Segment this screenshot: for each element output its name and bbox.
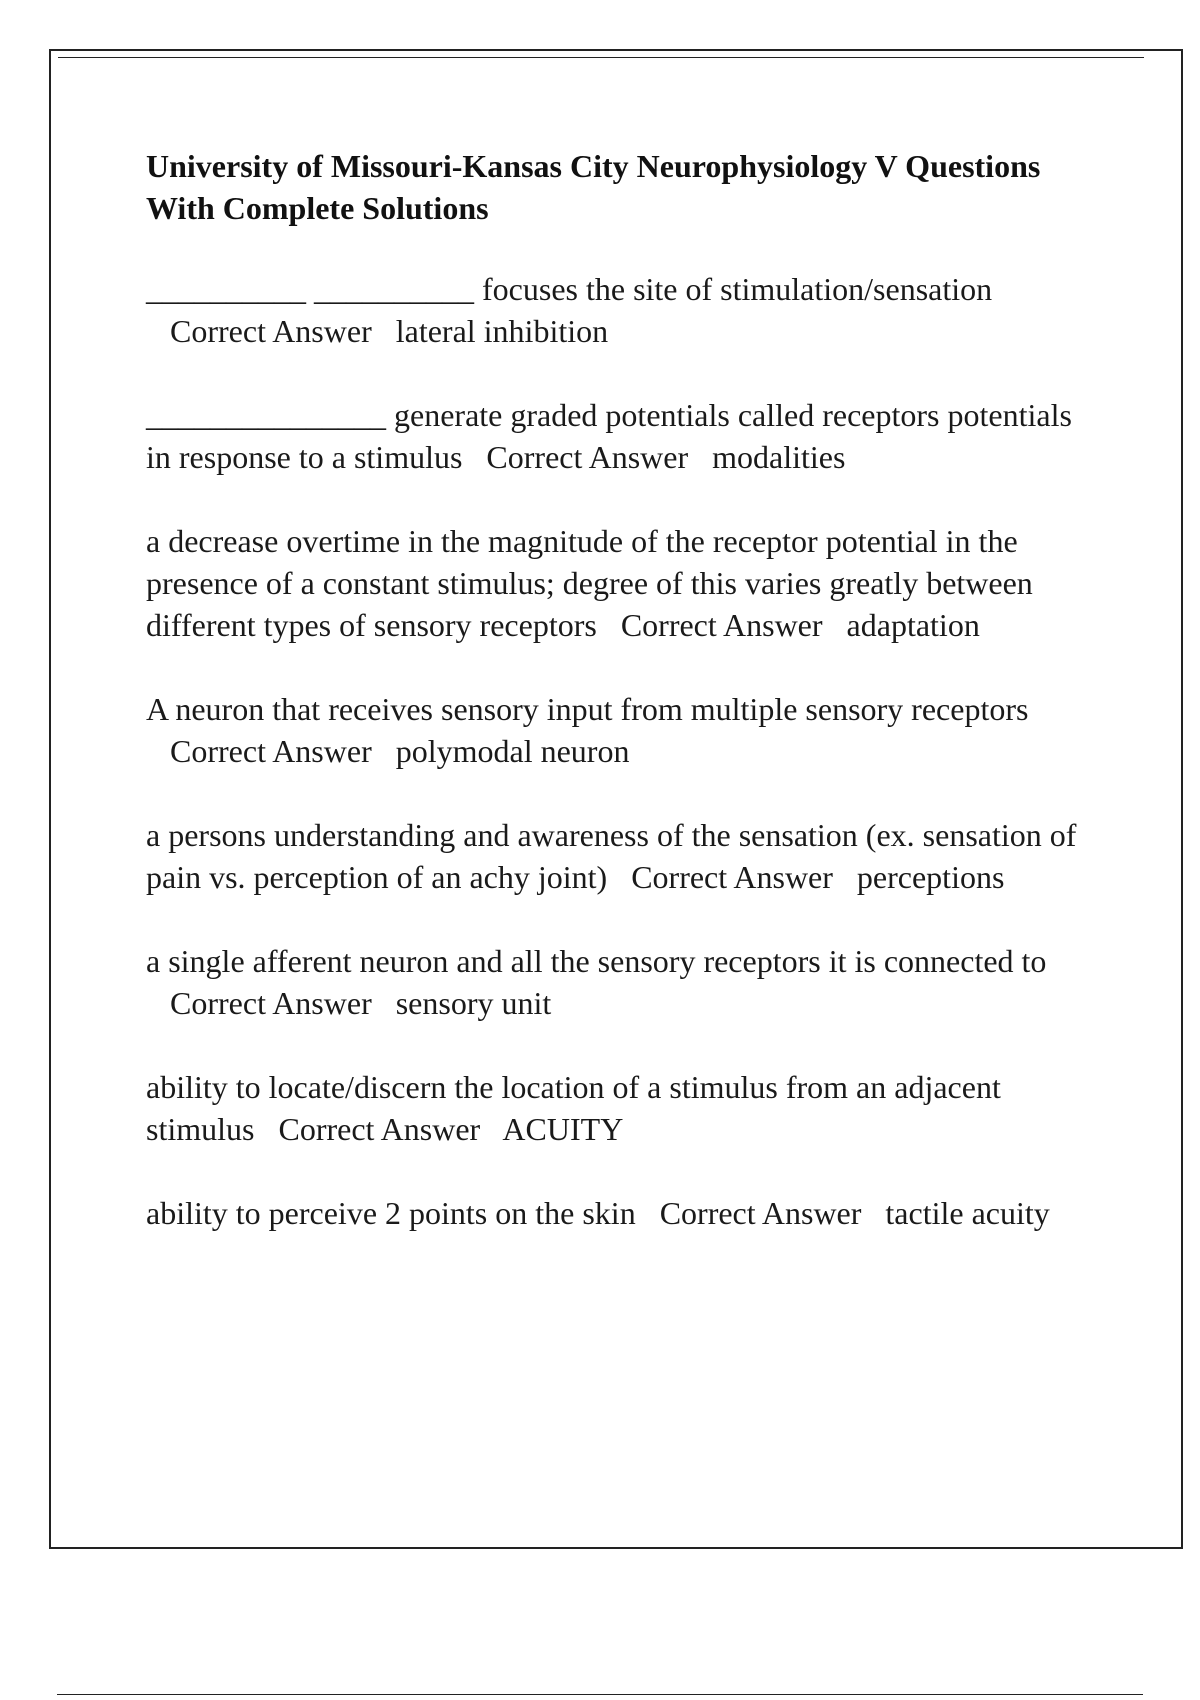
answer-text: sensory unit bbox=[395, 985, 552, 1021]
answer-text: perceptions bbox=[856, 859, 1005, 895]
answer-label: Correct Answer bbox=[278, 1111, 481, 1147]
answer-text: polymodal neuron bbox=[395, 733, 630, 769]
qa-item bbox=[146, 394, 1096, 478]
document-body bbox=[146, 145, 1096, 1276]
qa-item bbox=[146, 1192, 1096, 1234]
question-text: ability to perceive 2 points on the skin bbox=[146, 1195, 636, 1231]
answer-label: Correct Answer bbox=[170, 985, 372, 1021]
answer-text: adaptation bbox=[846, 607, 980, 643]
answer-label: Correct Answer bbox=[170, 733, 372, 769]
qa-item bbox=[146, 268, 1096, 352]
question-text: a persons understanding and awareness of the sensation (ex. sensation of pain vs. perception of an achy joint) bbox=[146, 817, 1085, 895]
bottom-rule bbox=[57, 1694, 1143, 1695]
document-title: University of Missouri-Kansas City Neurophysiology V Questions With Complete Solutions bbox=[146, 148, 1041, 226]
qa-item bbox=[146, 814, 1096, 898]
answer-label: Correct Answer bbox=[659, 1195, 862, 1231]
question-text: a single afferent neuron and all the sensory receptors it is connected to bbox=[146, 943, 1047, 979]
answer-label: Correct Answer bbox=[486, 439, 689, 475]
question-text: a decrease overtime in the magnitude of the receptor potential in the presence of a constant stimulus; degree of this varies greatly between different types of sensory receptors bbox=[146, 523, 1041, 643]
answer-label: Correct Answer bbox=[620, 607, 823, 643]
top-rule bbox=[58, 57, 1144, 58]
answer-text: ACUITY bbox=[502, 1111, 624, 1147]
answer-label: Correct Answer bbox=[631, 859, 833, 895]
question-text: ability to locate/discern the location of a stimulus from an adjacent stimulus bbox=[146, 1069, 1009, 1147]
answer-text: lateral inhibition bbox=[395, 313, 609, 349]
question-text: A neuron that receives sensory input from multiple sensory receptors bbox=[146, 691, 1029, 727]
answer-label: Correct Answer bbox=[170, 313, 372, 349]
qa-item bbox=[146, 1066, 1096, 1150]
question-text: __________ __________ focuses the site of stimulation/sensation bbox=[146, 271, 993, 307]
qa-item bbox=[146, 688, 1096, 772]
qa-item bbox=[146, 940, 1096, 1024]
qa-item bbox=[146, 520, 1096, 646]
question-text: _______________ generate graded potentials called receptors potentials in response to a stimulus bbox=[146, 397, 1080, 475]
answer-text: modalities bbox=[712, 439, 846, 475]
answer-text: tactile acuity bbox=[885, 1195, 1050, 1231]
